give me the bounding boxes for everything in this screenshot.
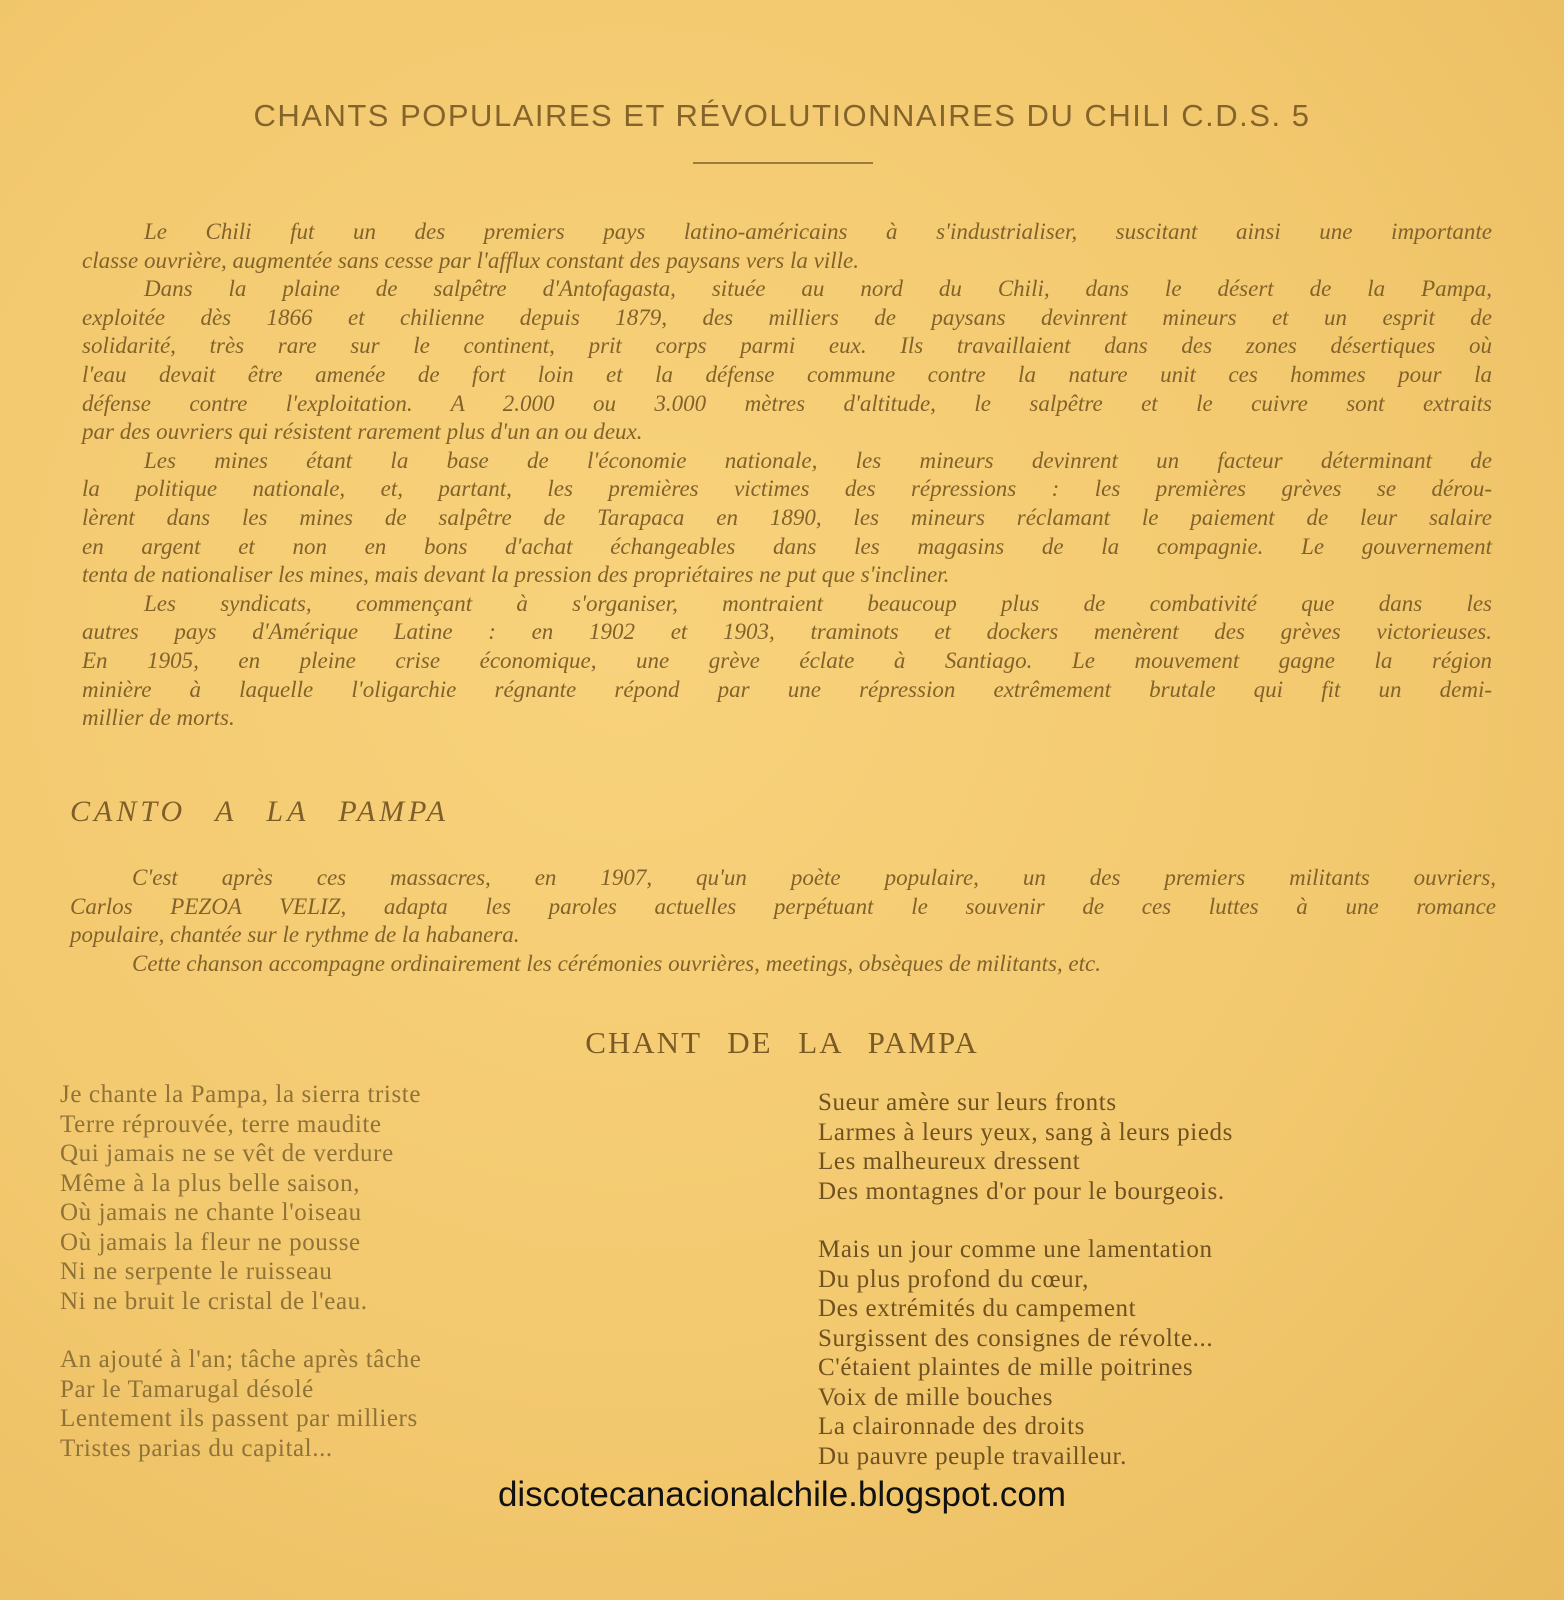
lyric-line: Par le Tamarugal désolé xyxy=(60,1375,314,1403)
lyric-line: Où jamais la fleur ne pousse xyxy=(60,1228,361,1256)
paragraph-line: la politique nationale, et, partant, les premières victimes des répressions : les premières grèves se dérou- xyxy=(82,476,1492,502)
lyric-line: Du plus profond du cœur, xyxy=(818,1265,1090,1293)
paragraph-line: défense contre l'exploitation. A 2.000 ou 3.000 mètres d'altitude, le salpêtre et le cuivre sont extraits xyxy=(82,390,1492,416)
lyrics-left-column xyxy=(60,1080,421,1492)
paragraph-line: Les syndicats, commençant à s'organiser, montraient beaucoup plus de combativité que dans les xyxy=(144,590,1492,616)
stanza xyxy=(60,1080,421,1316)
paragraph-line: Les mines étant la base de l'économie nationale, les mineurs devinrent un facteur déterminant de xyxy=(144,447,1492,473)
lyric-line: Mais un jour comme une lamentation xyxy=(818,1236,1213,1263)
paragraph-line: Carlos PEZOA VELIZ, adapta les paroles actuelles perpétuant le souvenir de ces luttes à une romance xyxy=(70,893,1496,919)
paragraph-line: minière à laquelle l'oligarchie régnante répond par une répression extrêmement brutale qui fit un demi- xyxy=(82,676,1492,702)
lyric-line: Même à la plus belle saison, xyxy=(60,1169,361,1197)
paragraph-line: lèrent dans les mines de salpêtre de Tarapaca en 1890, les mineurs réclamant le paiement de leur salaire xyxy=(82,504,1492,530)
lyric-line: Tristes parias du capital... xyxy=(60,1434,333,1462)
canto-description xyxy=(70,864,1496,978)
title-divider xyxy=(693,162,873,164)
paragraph-line: C'est après ces massacres, en 1907, qu'un poète populaire, un des premiers militants ouvriers, xyxy=(132,865,1496,890)
lyric-line: Surgissent des consignes de révolte... xyxy=(818,1324,1214,1352)
lyric-line: Ni ne bruit le cristal de l'eau. xyxy=(60,1287,368,1315)
paragraph-line: exploitée dès 1866 et chilienne depuis 1879, des milliers de paysans devinrent mineurs et un esprit de xyxy=(82,304,1492,330)
paragraph-line: solidarité, très rare sur le continent, prit corps parmi eux. Ils travaillaient dans des zones désertiques où xyxy=(82,333,1492,359)
song-title: CHANT DE LA PAMPA xyxy=(585,1025,979,1060)
lyric-line: Je chante la Pampa, la sierra triste xyxy=(60,1081,422,1108)
lyric-line: An ajouté à l'an; tâche après tâche xyxy=(60,1346,422,1373)
lyrics-right-column xyxy=(818,1088,1233,1500)
lyric-line: Où jamais ne chante l'oiseau xyxy=(60,1199,362,1226)
paragraph-line: classe ouvrière, augmentée sans cesse par l'afflux constant des paysans vers la ville. xyxy=(82,247,859,273)
paragraph-line: en argent et non en bons d'achat échangeables dans les magasins de la compagnie. Le gouvernement xyxy=(82,533,1492,559)
watermark-url: discotecanacionalchile.blogspot.com xyxy=(497,1475,1067,1514)
lyric-line: Voix de mille bouches xyxy=(818,1383,1054,1411)
paragraph-line: millier de morts. xyxy=(82,705,235,731)
paragraph-line: par des ouvriers qui résistent rarement plus d'un an ou deux. xyxy=(82,419,643,445)
lyric-line: Ni ne serpente le ruisseau xyxy=(60,1258,333,1285)
page-title: CHANTS POPULAIRES ET RÉVOLUTIONNAIRES DU CHILI C.D.S. 5 xyxy=(253,98,1311,133)
lyric-line: Sueur amère sur leurs fronts xyxy=(818,1089,1117,1116)
section-heading-canto: CANTO A LA PAMPA xyxy=(70,795,449,828)
paragraph-line: tenta de nationaliser les mines, mais devant la pression des propriétaires ne put que s'incliner. xyxy=(82,562,950,588)
lyric-line: Qui jamais ne se vêt de verdure xyxy=(60,1140,394,1167)
lyric-line: Du pauvre peuple travailleur. xyxy=(818,1442,1127,1470)
stanza xyxy=(818,1235,1233,1471)
paragraph-line: En 1905, en pleine crise économique, une grève éclate à Santiago. Le mouvement gagne la région xyxy=(82,647,1492,673)
intro-text xyxy=(82,218,1492,733)
lyric-line: Terre réprouvée, terre maudite xyxy=(60,1110,382,1138)
paragraph-line: autres pays d'Amérique Latine : en 1902 et 1903, traminots et dockers menèrent des grèves victorieuses. xyxy=(82,619,1492,645)
lyric-line: Des montagnes d'or pour le bourgeois. xyxy=(818,1177,1225,1205)
paragraph-line: Cette chanson accompagne ordinairement les cérémonies ouvrières, meetings, obsèques de militants, etc. xyxy=(132,950,1101,976)
lyric-line: Larmes à leurs yeux, sang à leurs pieds xyxy=(818,1118,1233,1146)
paragraph-line: Le Chili fut un des premiers pays latino-américains à s'industrialiser, suscitant ainsi une importante xyxy=(144,219,1492,244)
paragraph-line: populaire, chantée sur le rythme de la habanera. xyxy=(70,922,520,948)
paragraph-line: l'eau devait être amenée de fort loin et la défense commune contre la nature unit ces hommes pour la xyxy=(82,361,1492,387)
stanza xyxy=(818,1088,1233,1206)
lyric-line: Des extrémités du campement xyxy=(818,1295,1137,1322)
stanza xyxy=(60,1345,421,1463)
lyric-line: C'étaient plaintes de mille poitrines xyxy=(818,1354,1194,1381)
lyric-line: Lentement ils passent par milliers xyxy=(60,1405,418,1432)
lyric-line: Les malheureux dressent xyxy=(818,1148,1081,1175)
lyric-line: La claironnade des droits xyxy=(818,1413,1085,1440)
paragraph-line: Dans la plaine de salpêtre d'Antofagasta, située au nord du Chili, dans le désert de la Pampa, xyxy=(144,276,1492,302)
